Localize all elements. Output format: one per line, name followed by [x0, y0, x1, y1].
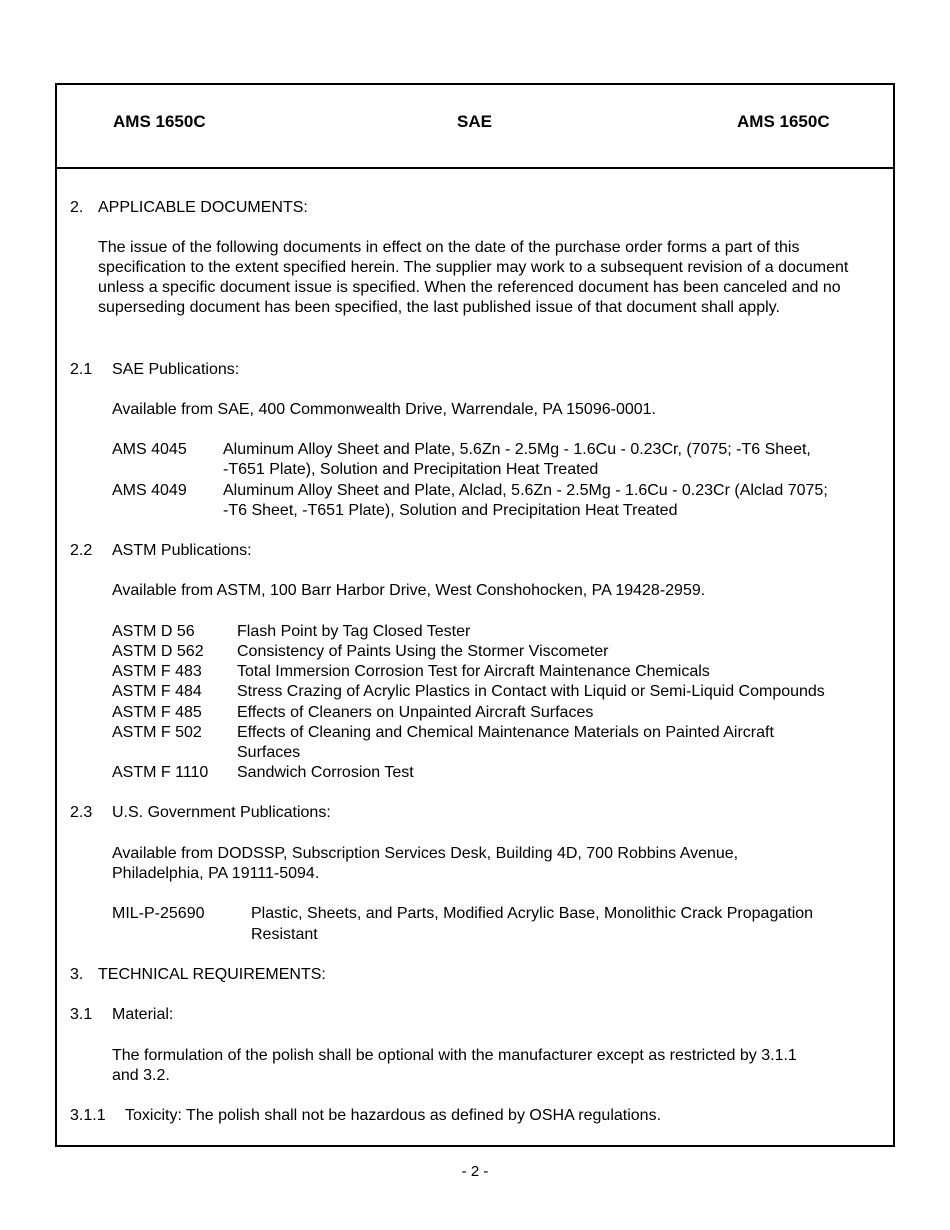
doc-code: ASTM F 485 [112, 704, 202, 721]
header-org: SAE [457, 112, 492, 131]
doc-title: Plastic, Sheets, and Parts, Modified Acrylic Base, Monolithic Crack Propagation [251, 905, 814, 922]
doc-code: ASTM D 562 [112, 643, 204, 660]
doc-code: AMS 4049 [112, 482, 187, 499]
doc-title: Total Immersion Corrosion Test for Aircraft Maintenance Chemicals [237, 663, 710, 680]
section-title: SAE Publications: [112, 361, 240, 378]
header-doc-id-left: AMS 1650C [113, 112, 206, 131]
section-title: Material: [112, 1006, 174, 1023]
doc-title: -T6 Sheet, -T651 Plate), Solution and Precipitation Heat Treated [223, 502, 678, 519]
doc-code: ASTM D 56 [112, 623, 195, 640]
page-number: - 2 - [461, 1163, 489, 1180]
doc-title: Effects of Cleaners on Unpainted Aircraft Surfaces [237, 704, 594, 721]
doc-title: Surfaces [237, 744, 301, 761]
section-text: Toxicity: The polish shall not be hazardous as defined by OSHA regulations. [125, 1107, 662, 1124]
section-title: APPLICABLE DOCUMENTS: [98, 199, 308, 216]
section-text: The formulation of the polish shall be optional with the manufacturer except as restricted by 3.1.1 [112, 1047, 797, 1064]
doc-title: Aluminum Alloy Sheet and Plate, 5.6Zn - 2.5Mg - 1.6Cu - 0.23Cr, (7075; -T6 Sheet, [223, 441, 811, 458]
availability-text: Philadelphia, PA 19111-5094. [112, 865, 320, 882]
availability-text: Available from ASTM, 100 Barr Harbor Drive, West Conshohocken, PA 19428-2959. [112, 582, 706, 599]
section-number: 3.1.1 [70, 1107, 106, 1124]
section-title: ASTM Publications: [112, 542, 252, 559]
section-number: 2.1 [70, 361, 93, 378]
doc-code: ASTM F 483 [112, 663, 202, 680]
doc-code: ASTM F 1110 [112, 764, 209, 781]
doc-title: Resistant [251, 926, 318, 943]
section-text: and 3.2. [112, 1067, 170, 1084]
doc-code: ASTM F 484 [112, 683, 202, 700]
availability-text: Available from DODSSP, Subscription Services Desk, Building 4D, 700 Robbins Avenue, [112, 845, 739, 862]
section-title: TECHNICAL REQUIREMENTS: [98, 966, 326, 983]
availability-text: Available from SAE, 400 Commonwealth Drive, Warrendale, PA 15096-0001. [112, 401, 656, 418]
doc-code: AMS 4045 [112, 441, 187, 458]
section-number: 2.3 [70, 804, 93, 821]
section-intro: The issue of the following documents in effect on the date of the purchase order forms a part of this specification to the extent specified herein. The supplier may work to a subsequent revision of a document unless a specific document issue is specified. When the referenced document has been canceled and no superseding document has been specified, the last published issue of that document shall apply. [98, 239, 849, 316]
page-header [57, 85, 893, 169]
doc-title: -T651 Plate), Solution and Precipitation Heat Treated [223, 461, 599, 478]
header-doc-id-right: AMS 1650C [737, 112, 830, 131]
doc-title: Aluminum Alloy Sheet and Plate, Alclad, 5.6Zn - 2.5Mg - 1.6Cu - 0.23Cr (Alclad 7075; [223, 482, 828, 499]
section-number: 3. [70, 966, 84, 983]
doc-code: MIL-P-25690 [112, 905, 205, 922]
section-number: 2. [70, 199, 84, 216]
section-number: 3.1 [70, 1006, 93, 1023]
doc-title: Effects of Cleaning and Chemical Maintenance Materials on Painted Aircraft [237, 724, 774, 741]
section-number: 2.2 [70, 542, 93, 559]
doc-title: Stress Crazing of Acrylic Plastics in Contact with Liquid or Semi-Liquid Compounds [237, 683, 825, 700]
doc-title: Sandwich Corrosion Test [237, 764, 414, 781]
doc-code: ASTM F 502 [112, 724, 202, 741]
doc-title: Consistency of Paints Using the Stormer Viscometer [237, 643, 609, 660]
doc-title: Flash Point by Tag Closed Tester [237, 623, 471, 640]
section-title: U.S. Government Publications: [112, 804, 331, 821]
